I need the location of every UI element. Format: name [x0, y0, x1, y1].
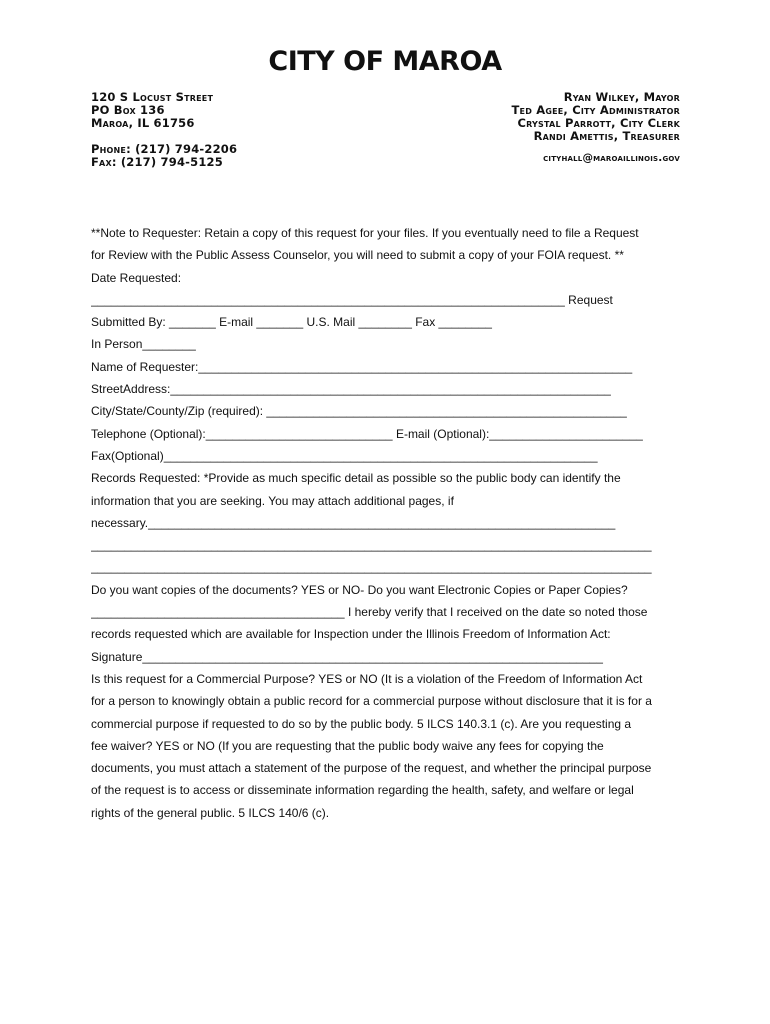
form-line: of the request is to access or disseminate information regarding the health, safety, and welfare or legal [91, 783, 634, 798]
street-address-field[interactable]: StreetAddress:__________________________________________________________________ [91, 382, 611, 397]
records-requested-label: Records Requested: *Provide as much specific detail as possible so the public body can identify the [91, 471, 621, 486]
date-requested-field[interactable]: _______________________________________________________________________ Request [91, 292, 613, 307]
fee-waiver-text: fee waiver? YES or NO (If you are requesting that the public body waive any fees for copying the [91, 738, 604, 753]
form-line: **Note to Requester: Retain a copy of this request for your files. If you eventually need to file a Request [91, 226, 639, 240]
telephone-email-field[interactable]: Telephone (Optional):____________________________ E-mail (Optional):_______________________ [91, 426, 643, 441]
requester-name-field[interactable]: Name of Requester:_________________________________________________________________ [91, 359, 633, 374]
official-clerk: Crystal Parrott, City Clerk [517, 116, 680, 130]
form-line: information that you are seeking. You may attach additional pages, if [91, 493, 454, 508]
address-line: 120 S Locust Street [91, 90, 214, 104]
phone-number: Phone: (217) 794-2206 [91, 142, 238, 156]
records-requested-field[interactable]: necessary.______________________________________________________________________ [91, 515, 616, 530]
copies-question: Do you want copies of the documents? YES or NO- Do you want Electronic Copies or Paper Copies? [91, 582, 628, 597]
commercial-purpose-text: Is this request for a Commercial Purpose? YES or NO (It is a violation of the Freedom of Information Act [91, 671, 643, 686]
form-line: records requested which are available for Inspection under the Illinois Freedom of Information Act: [91, 627, 611, 642]
official-mayor: Ryan Wilkey, Mayor [563, 90, 680, 104]
page-title: CITY OF MAROA [268, 46, 502, 77]
city-contact-block [91, 91, 237, 169]
form-line: rights of the general public. 5 ILCS 140/6 (c). [91, 805, 330, 820]
date-requested-label: Date Requested: [91, 270, 182, 285]
form-line: for a person to knowingly obtain a public record for a commercial purpose without disclosure that it is for a [91, 694, 652, 709]
officials-block [511, 91, 680, 165]
address-line: PO Box 136 [91, 103, 165, 117]
form-line: for Review with the Public Assess Counselor, you will need to submit a copy of your FOIA request. ** [91, 248, 624, 263]
address-line: Maroa, IL 61756 [91, 116, 195, 130]
signature-field[interactable]: Signature_____________________________________________________________________ [91, 649, 603, 664]
form-line: documents, you must attach a statement of the purpose of the request, and whether the principal purpose [91, 761, 652, 776]
records-requested-field[interactable]: ____________________________________________________________________________________ [91, 560, 652, 575]
form-line: commercial purpose if requested to do so by the public body. 5 ILCS 140.3.1 (c). Are you requesting a [91, 716, 632, 731]
records-requested-field[interactable]: ____________________________________________________________________________________ [91, 538, 652, 553]
fax-field[interactable]: Fax(Optional)_________________________________________________________________ [91, 448, 598, 463]
submitted-by-field[interactable]: Submitted By: _______ E-mail _______ U.S. Mail ________ Fax ________ [91, 315, 492, 330]
foia-request-form [91, 222, 681, 824]
official-treasurer: Randi Amettis, Treasurer [533, 129, 680, 143]
fax-number: Fax: (217) 794-5125 [91, 155, 223, 169]
city-email: cityhall@maroaillinois.gov [543, 152, 680, 164]
city-state-zip-field[interactable]: City/State/County/Zip (required): ______________________________________________________ [91, 404, 627, 419]
official-administrator: Ted Agee, City Administrator [511, 103, 680, 117]
verification-field[interactable]: ______________________________________ I hereby verify that I received on the date so noted those [91, 605, 648, 620]
in-person-field[interactable]: In Person________ [91, 337, 196, 352]
